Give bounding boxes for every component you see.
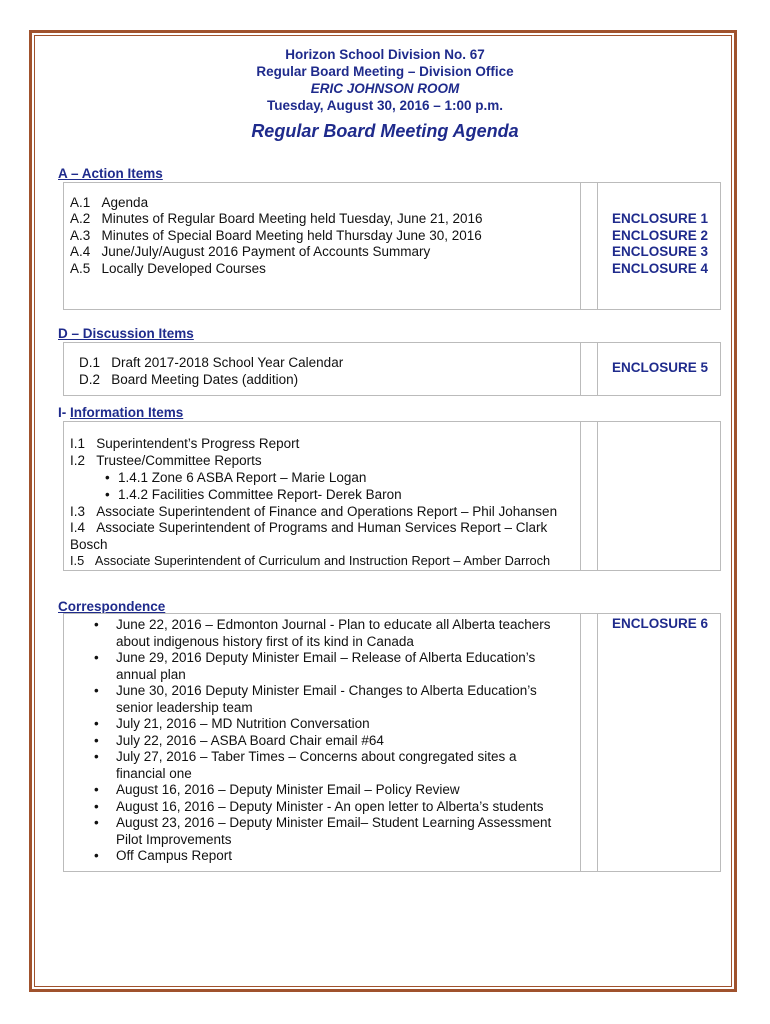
enclosure-2: ENCLOSURE 2 bbox=[611, 227, 708, 243]
info-subitem-facilities: • 1.4.2 Facilities Committee Report- Derek Baron bbox=[105, 487, 402, 502]
correspondence-item bbox=[94, 650, 586, 683]
action-item-a2: A.2 Minutes of Regular Board Meeting held Tuesday, June 21, 2016 bbox=[70, 211, 483, 226]
info-item-i4: I.4 Associate Superintendent of Programs and Human Services Report – Clark bbox=[70, 520, 548, 535]
meeting-type: Regular Board Meeting – Division Office bbox=[256, 64, 514, 79]
enclosure-1: ENCLOSURE 1 bbox=[611, 211, 708, 226]
meeting-room: ERIC JOHNSON ROOM bbox=[310, 81, 460, 96]
correspondence-item bbox=[94, 617, 586, 650]
correspondence-list bbox=[94, 617, 586, 865]
correspondence-item bbox=[94, 732, 586, 750]
action-items-heading: A – Action Items bbox=[58, 166, 163, 181]
correspondence-line: August 23, 2016 – Deputy Minister Email– Student Learning Assessment bbox=[116, 815, 552, 830]
enclosure-5: ENCLOSURE 5 bbox=[611, 360, 708, 375]
bullet-icon: • bbox=[94, 716, 99, 731]
discussion-item-d1: D.1 Draft 2017-2018 School Year Calendar bbox=[79, 355, 344, 370]
bullet-icon: • bbox=[94, 848, 99, 863]
correspondence-line: July 21, 2016 – MD Nutrition Conversation bbox=[116, 716, 370, 731]
bullet-icon: • bbox=[94, 683, 99, 698]
correspondence-item bbox=[94, 815, 586, 848]
bullet-icon: • bbox=[94, 782, 99, 797]
correspondence-heading: Correspondence bbox=[58, 599, 166, 614]
info-item-i5: I.5 Associate Superintendent of Curriculum and Instruction Report – Amber Darroch bbox=[70, 553, 551, 568]
correspondence-item bbox=[94, 716, 586, 733]
correspondence-item bbox=[94, 848, 586, 865]
info-item-i1: I.1 Superintendent’s Progress Report bbox=[70, 436, 300, 451]
bullet-icon: • bbox=[94, 815, 99, 830]
agenda-title: Regular Board Meeting Agenda bbox=[251, 121, 519, 141]
bullet-icon: • bbox=[94, 749, 99, 764]
info-item-i2: I.2 Trustee/Committee Reports bbox=[70, 453, 262, 468]
correspondence-line: July 27, 2016 – Taber Times – Concerns about congregated sites a bbox=[116, 749, 517, 764]
correspondence-line: June 22, 2016 – Edmonton Journal - Plan to educate all Alberta teachers bbox=[116, 617, 551, 632]
correspondence-line: August 16, 2016 – Deputy Minister - An open letter to Alberta’s students bbox=[116, 798, 544, 814]
action-item-a3: A.3 Minutes of Special Board Meeting held Thursday June 30, 2016 bbox=[70, 227, 482, 243]
correspondence-line: annual plan bbox=[116, 666, 186, 682]
division-name: Horizon School Division No. 67 bbox=[285, 47, 485, 62]
info-item-i3: I.3 Associate Superintendent of Finance and Operations Report – Phil Johansen bbox=[70, 503, 558, 519]
bullet-icon: • bbox=[94, 617, 99, 632]
correspondence-line: June 29, 2016 Deputy Minister Email – Release of Alberta Education’s bbox=[116, 650, 536, 665]
enclosure-4: ENCLOSURE 4 bbox=[611, 260, 708, 276]
bullet-icon: • bbox=[94, 732, 99, 748]
correspondence-item bbox=[94, 683, 586, 716]
correspondence-item bbox=[94, 782, 586, 799]
meeting-header bbox=[0, 46, 770, 114]
action-item-a5: A.5 Locally Developed Courses bbox=[70, 260, 266, 276]
discussion-items-heading: D – Discussion Items bbox=[58, 326, 194, 341]
enclosure-3: ENCLOSURE 3 bbox=[611, 244, 708, 259]
correspondence-line: Off Campus Report bbox=[116, 848, 233, 863]
correspondence-item bbox=[94, 798, 586, 816]
correspondence-line: June 30, 2016 Deputy Minister Email - Changes to Alberta Education’s bbox=[116, 683, 537, 698]
bullet-icon: • bbox=[94, 650, 99, 665]
information-items-heading: I- Information Items bbox=[58, 405, 184, 420]
action-item-a4: A.4 June/July/August 2016 Payment of Accounts Summary bbox=[70, 244, 431, 259]
info-subitem-zone6: • 1.4.1 Zone 6 ASBA Report – Marie Logan bbox=[105, 470, 367, 485]
correspondence-line: senior leadership team bbox=[116, 699, 253, 715]
correspondence-line: August 16, 2016 – Deputy Minister Email – Policy Review bbox=[116, 782, 460, 797]
action-item-a1: A.1 Agenda bbox=[70, 195, 149, 210]
correspondence-item bbox=[94, 749, 586, 782]
info-item-i4-continued: Bosch bbox=[70, 536, 108, 552]
correspondence-line: about indigenous history first of its kind in Canada bbox=[116, 633, 414, 649]
enclosure-6: ENCLOSURE 6 bbox=[611, 616, 708, 631]
correspondence-line: July 22, 2016 – ASBA Board Chair email #64 bbox=[116, 732, 384, 748]
correspondence-line: Pilot Improvements bbox=[116, 831, 232, 847]
meeting-date: Tuesday, August 30, 2016 – 1:00 p.m. bbox=[266, 98, 504, 113]
discussion-item-d2: D.2 Board Meeting Dates (addition) bbox=[79, 372, 299, 387]
correspondence-line: financial one bbox=[116, 765, 192, 781]
bullet-icon: • bbox=[94, 798, 99, 814]
